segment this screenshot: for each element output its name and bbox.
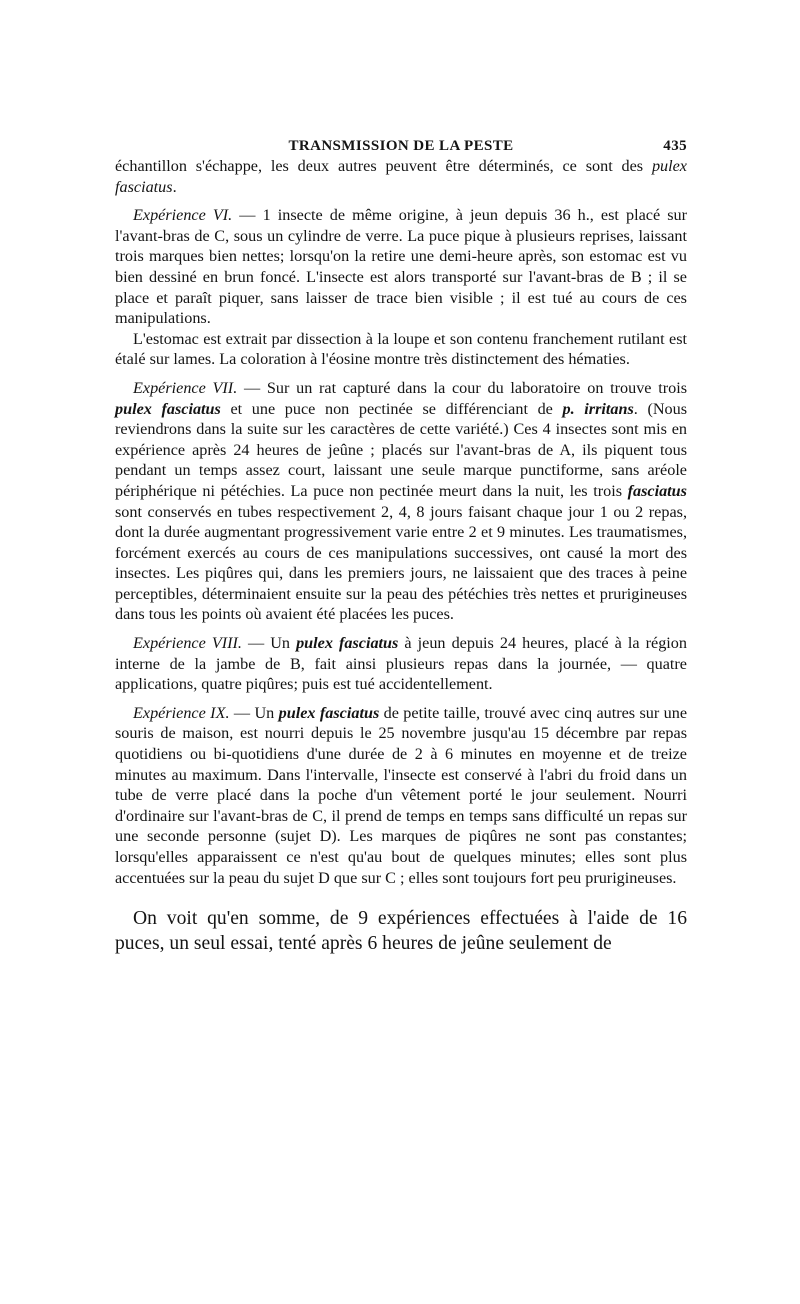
text-run: de petite taille, trouvé avec cinq autres sur une souris de maison, est nourri depuis le 25 novembre jusqu'au 15 décembre par repas quotidiens ou bi-quotidiens d'une durée de 2 à 6 minutes en moyenne et de treize minutes au maximum. Dans l'intervalle, l'insecte est conservé à l'abri du froid dans un tube de verre placé dans la poche d'un vêtement porté le jour seulement. Nourri d'ordinaire sur l'avant-bras de C, il prend de temps en temps sans difficulté un repas sur une seconde personne (sujet D). Les marques de piqûres ne sont pas constantes; lorsqu'elles apparaissent ce n'est qu'au bout de quelques minutes; elles sont plus accentuées sur la peau du sujet D que sur C ; elles sont toujours fort peu prurigineuses.	[115, 703, 688, 887]
paragraph	[115, 633, 687, 695]
emphasis-text: Expérience VII.	[133, 378, 238, 397]
text-run: . (Nous reviendrons dans la suite sur les caractères de cette variété.) Ces 4 insectes sont mis en expérience après 24 heures de jeûne ; placés sur l'avant-bras de A, ils piquent tous pendant un temps assez court, laissant une seule marque punctiforme, sans aréole périphérique ni pétéchies. La puce non pectinée meurt dans la nuit, les trois	[115, 399, 688, 500]
page-number: 435	[663, 138, 687, 154]
text-run: et une puce non pectinée se différenciant de	[220, 399, 563, 418]
emphasis-text: pulex fasciatus	[296, 634, 399, 653]
book-page	[115, 132, 687, 976]
emphasis-text: pulex fasciatus	[115, 157, 687, 196]
paragraph	[115, 378, 687, 625]
paragraph	[115, 205, 687, 329]
emphasis-text: Expérience IX.	[133, 703, 230, 722]
text-run: — 1 insecte de même origine, à jeun depuis 36 h., est placé sur l'avant-bras de C, sous un cylindre de verre. La puce pique à plusieurs reprises, laissant trois marques bien nettes; lorsqu'on la retire une demi-heure après, son estomac est vu bien dessiné en brun foncé. L'insecte est alors transporté sur l'avant-bras de B ; il se place et paraît piquer, sans laisser de trace bien visible ; il est tué au cours de ces manipulations.	[115, 206, 687, 328]
text-run: .	[172, 177, 177, 196]
text-run: — Un	[241, 634, 297, 653]
emphasis-text: pulex fasciatus	[278, 703, 380, 722]
emphasis-text: p. irritans	[562, 399, 634, 418]
text-run: — Un	[229, 703, 279, 722]
emphasis-text: Expérience VI.	[133, 206, 233, 225]
running-title: TRANSMISSION DE LA PESTE	[288, 138, 514, 154]
text-run: — Sur un rat capturé dans la cour du laboratoire on trouve trois	[237, 378, 687, 397]
conclusion-paragraph: On voit qu'en somme, de 9 expériences effectuées à l'aide de 16 puces, un seul essai, tenté après 6 heures de jeûne seulement de	[115, 908, 687, 955]
paragraph	[115, 156, 687, 197]
paragraph	[115, 329, 687, 370]
text-run: échantillon s'échappe, les deux autres peuvent être déterminés, ce sont des	[115, 157, 652, 175]
text-run: sont conservés en tubes respectivement 2, 4, 8 jours faisant chaque jour 1 ou 2 repas, dont la durée augmentant progressivement varie entre 2 et 9 minutes. Les traumatismes, forcément exercés au cours de ces manipulations successives, ont causé la mort des insectes. Les piqûres qui, dans les premiers jours, ne laissaient que des traces à peine perceptibles, déterminaient ensuite sur la peau des pétéchies très nettes et prurigineuses dans tous les points où avaient été placées les puces.	[115, 502, 687, 624]
running-header	[115, 132, 687, 156]
emphasis-text: fasciatus	[627, 481, 687, 500]
text-run: L'estomac est extrait par dissection à la loupe et son contenu franchement rutilant est étalé sur lames. La coloration à l'éosine montre très distinctement des hématies.	[115, 329, 687, 369]
emphasis-text: Expérience VIII.	[133, 634, 242, 653]
emphasis-text: pulex fasciatus	[115, 399, 221, 418]
text-run: à jeun depuis 24 heures, placé à la région interne de la jambe de B, fait ainsi plusieurs repas dans la journée, — quatre applications, quatre piqûres; puis est tué accidentellement.	[115, 634, 687, 694]
paragraph	[115, 703, 687, 888]
body-text	[115, 156, 687, 888]
